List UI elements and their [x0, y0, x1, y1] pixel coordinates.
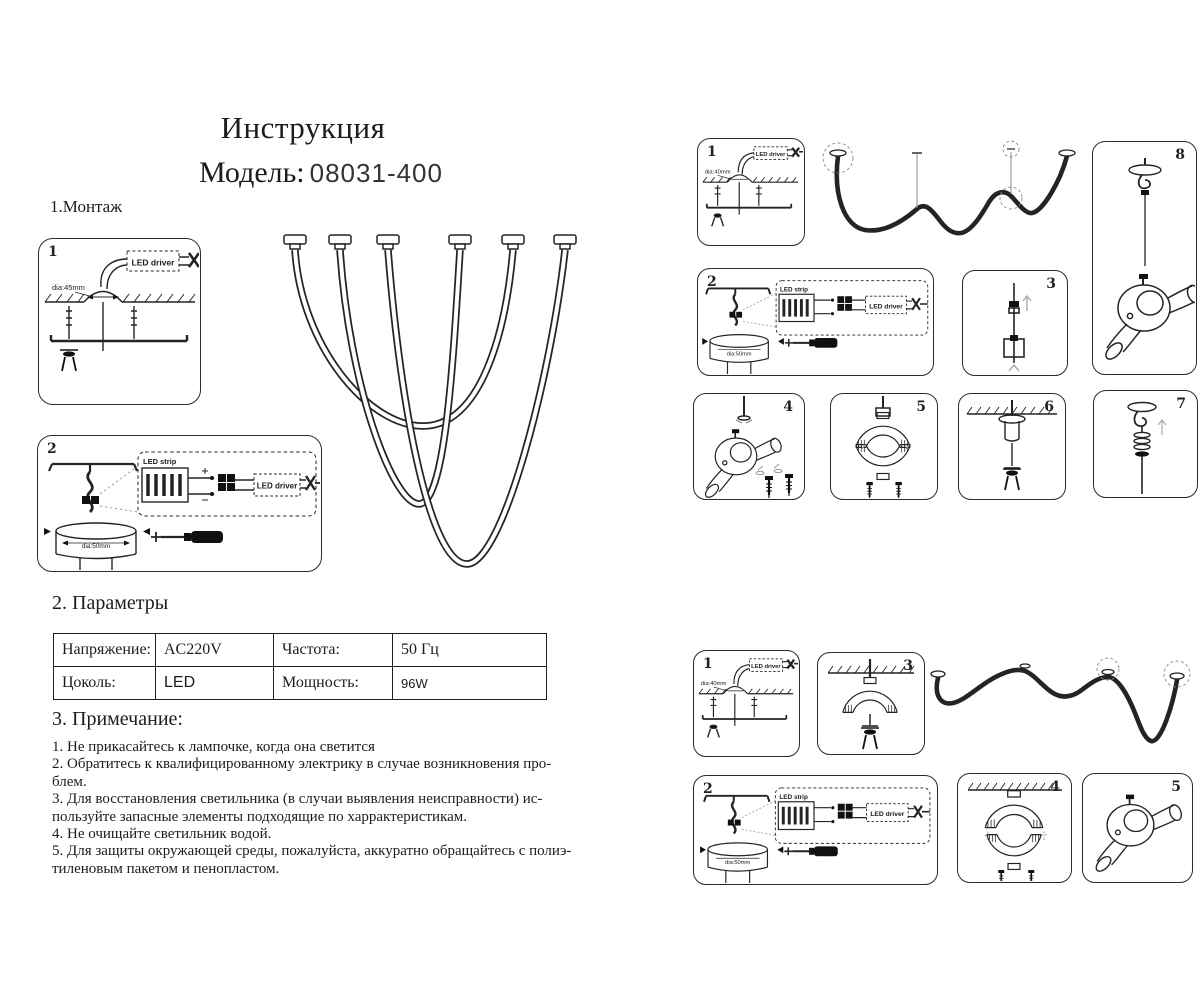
panel-number: 5 — [1171, 779, 1181, 795]
figure-panel-bottom-3 — [817, 652, 925, 755]
panel-number: 3 — [903, 658, 913, 674]
figure-panel-top-4 — [693, 393, 805, 500]
model-label: Модель: — [199, 156, 305, 189]
panel-number: 1 — [703, 656, 713, 672]
parameters-table — [53, 633, 547, 700]
param-label: Цоколь: — [54, 667, 156, 700]
figure-panel-top-3 — [962, 270, 1068, 376]
hanging-cable-figure-bottom — [930, 652, 1200, 764]
panel-number: 2 — [47, 441, 57, 457]
led-driver-label: LED driver — [131, 257, 175, 268]
section-notes-heading: 3. Примечание: — [52, 708, 183, 730]
note-line: пользуйте запасные элементы подходящие по харрактеристикам. — [52, 808, 468, 825]
panel-number: 5 — [916, 399, 926, 415]
figure-panel-top-6 — [958, 393, 1066, 500]
panel-number: 7 — [1176, 396, 1186, 412]
panel-number: 2 — [707, 274, 717, 290]
chandelier-overview-figure — [253, 226, 653, 576]
note-line: блем. — [52, 773, 87, 790]
figure-panel-top-1 — [697, 138, 805, 246]
dia-label: dia:45mm — [52, 283, 85, 292]
model-row — [199, 156, 443, 190]
figure-panel-bottom-5 — [1082, 773, 1193, 883]
panel-number: 8 — [1175, 147, 1185, 163]
figure-panel-bottom-2 — [693, 775, 938, 885]
section-params-heading: 2. Параметры — [52, 592, 169, 614]
chandelier-tubes — [295, 250, 565, 564]
panel-number: 1 — [48, 244, 58, 260]
figure-panel-bottom-4 — [957, 773, 1072, 883]
figure-panel-left-1 — [38, 238, 201, 405]
param-value: 50 Гц — [393, 634, 547, 667]
table-row — [54, 634, 547, 667]
note-line: 3. Для восстановления светильника (в случаи выявления неисправности) ис- — [52, 791, 543, 808]
param-label: Частота: — [274, 634, 393, 667]
mount-detail-figure — [39, 239, 199, 403]
param-label: Мощность: — [274, 667, 393, 700]
table-row — [54, 667, 547, 700]
figure-panel-top-7 — [1093, 390, 1198, 498]
param-label: Напряжение: — [54, 634, 156, 667]
note-line: 2. Обратитесь к квалифицированному электрику в случае возникновения про- — [52, 756, 552, 773]
section-montage-heading: 1.Монтаж — [50, 197, 122, 216]
note-line: 1. Не прикасайтесь к лампочке, когда она светится — [52, 739, 375, 755]
notes-list — [52, 739, 612, 878]
ceiling-caps — [284, 235, 576, 249]
param-value: AC220V — [156, 634, 274, 667]
pendant-assembly-figure — [1093, 142, 1195, 373]
hanging-cable-figure-top — [820, 140, 1078, 244]
led-strip-label: LED strip — [143, 457, 177, 466]
led-driver-label: LED driver — [256, 481, 298, 491]
dia-label: dia:50mm — [81, 543, 111, 550]
note-line: 4. Не очищайте светильник водой. — [52, 826, 272, 843]
panel-number: 4 — [783, 399, 793, 415]
panel-number: 6 — [1044, 399, 1054, 415]
note-line: 5. Для защиты окружающей среды, пожалуйста, аккуратно обращайтесь с полиэ- — [52, 843, 572, 860]
figure-panel-bottom-1 — [693, 650, 800, 757]
note-line: тиленовым пакетом и пенопластом. — [52, 860, 280, 877]
figure-panel-top-2 — [697, 268, 934, 376]
figure-panel-top-5 — [830, 393, 938, 500]
param-value: 96W — [393, 667, 547, 700]
figure-panel-top-8 — [1092, 141, 1197, 375]
page-title: Инструкция — [220, 110, 386, 145]
panel-number: 1 — [707, 144, 717, 160]
panel-number: 4 — [1050, 779, 1060, 795]
model-number: 08031-400 — [309, 158, 443, 188]
panel-number: 2 — [703, 781, 713, 797]
param-value: LED — [156, 667, 274, 700]
panel-number: 3 — [1046, 276, 1056, 292]
